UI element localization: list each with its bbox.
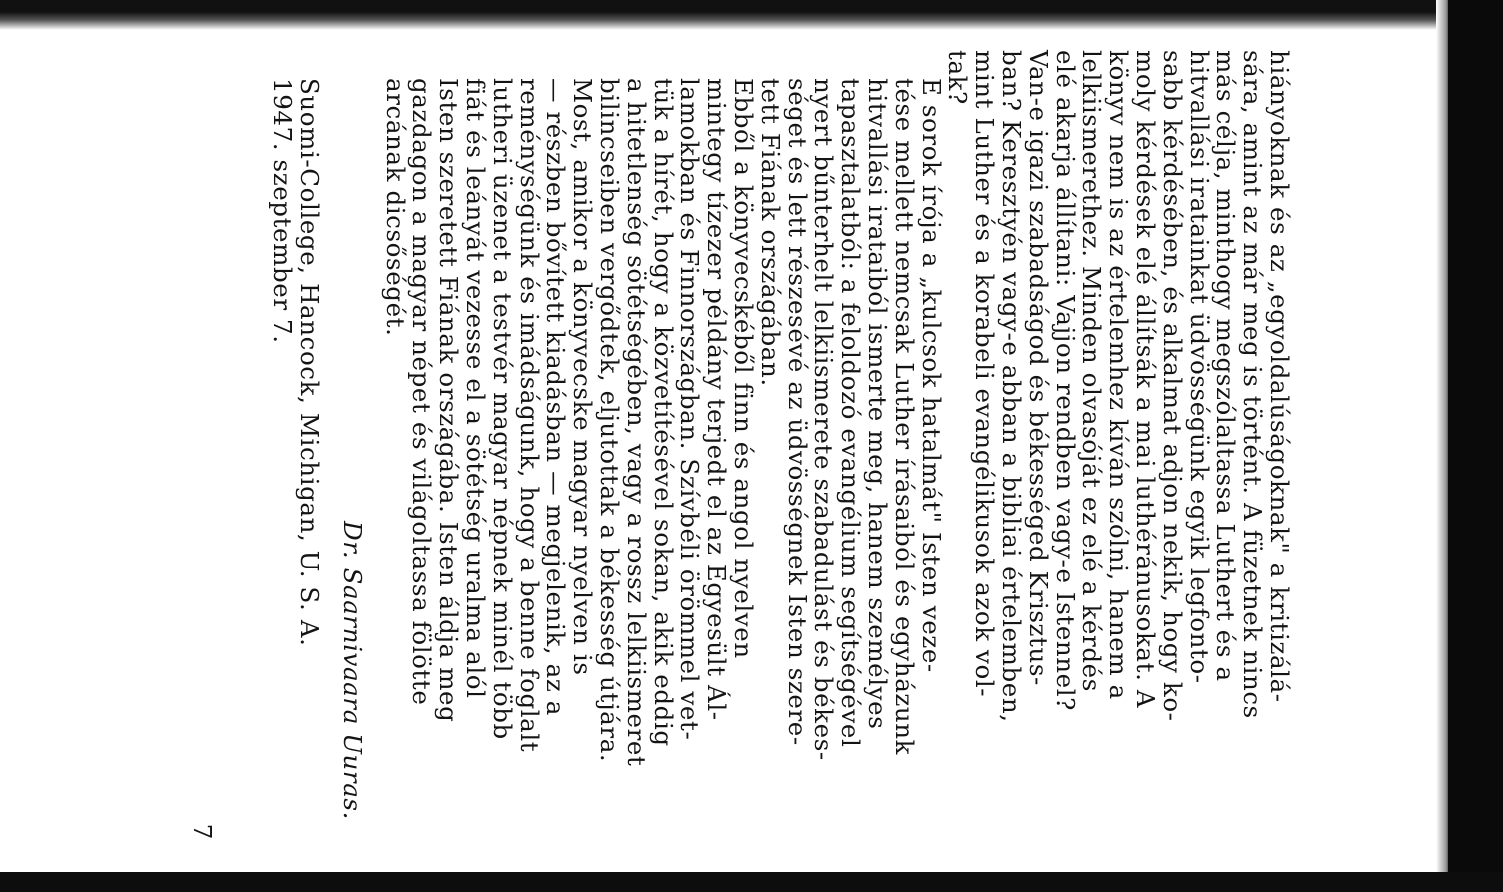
signature: Dr. Saarnivaara Uuras. xyxy=(337,520,367,820)
paragraph-1 xyxy=(944,50,1292,840)
text-line: hiányoknak és az „egyoldalúságoknak" a kritizálá- xyxy=(1265,50,1294,703)
right-scan-edge xyxy=(1448,0,1503,892)
text-line: tése mellett nemcsak Luther írásaiból és egyházunk xyxy=(889,78,919,756)
text-line: lamokban és Finnországban. Szívbéli örömmel vet- xyxy=(675,78,705,741)
bottom-scan-edge xyxy=(0,872,1503,892)
text-line: gazdagon a magyar népet és világoltassa fölötte xyxy=(407,78,437,706)
text-line: 1947. szeptember 7. xyxy=(268,78,298,344)
text-line: könyv nem is az értelemhez kíván szólni, hanem a xyxy=(1104,50,1134,700)
text-line: mint Luther és a korabeli evangélikusok azok vol- xyxy=(970,50,1000,698)
text-line: — részben bővített kiadásban — megjelenik, az a xyxy=(541,78,571,716)
paragraph-2 xyxy=(756,50,944,840)
text-line: elé akarja állítani: Vajjon rendben vagy-e Istennel? xyxy=(1050,50,1080,711)
text-line: nyert bűnterhelt lelkiismerete szabadulást és békes- xyxy=(809,78,839,761)
text-line: sabb kérdésében, és alkalmat adjon nekik, hogy ko- xyxy=(1157,50,1187,722)
text-line: a hitetlenség sötétségében, vagy a rossz lelkiismeret xyxy=(621,78,651,767)
text-line: reménységünk és imádságunk, hogy a benne foglalt xyxy=(514,78,544,753)
paragraph-4 xyxy=(380,50,598,840)
text-line: bilincseiben vergődtek, eljutottak a békesség útjára. xyxy=(595,78,625,763)
rotated-page-text xyxy=(187,50,1294,840)
text-line: tak? xyxy=(943,50,973,105)
text-line: Suomi-College, Hancock, Michigan, U. S. A. xyxy=(295,78,325,647)
text-line: lutheri üzenet a testvér magyar népnek minél több xyxy=(487,78,517,740)
text-line: sára, amint az már meg is történt. A füzetnek nincs xyxy=(1238,50,1268,719)
top-scan-edge xyxy=(0,0,1503,30)
page-number: 7 xyxy=(187,823,217,840)
text-line: ban? Keresztyén vagy-e abban a bibliai értelemben, xyxy=(997,50,1027,723)
text-line: hitvallási iratainkat üdvösségünk egyik legfonto- xyxy=(1184,50,1214,684)
paragraph-3 xyxy=(595,50,759,840)
dateline xyxy=(269,50,323,840)
text-line: lelkiismerethez. Minden olvasóját ez elé a kérdés xyxy=(1077,50,1107,692)
text-line: Ebből a könyvecskéből finn és angol nyelven xyxy=(729,78,759,659)
text-line: Isten szeretett Fiának országába. Isten áldja meg xyxy=(434,78,464,723)
text-line: moly kérdések elé állítsák a mai luthéránusokat. A xyxy=(1131,50,1161,709)
text-line: tett Fiának országában. xyxy=(755,78,785,387)
text-line: E sorok írója a „kulcsok hatalmát" Isten veze- xyxy=(916,78,946,673)
text-line: arcának dicsőségét. xyxy=(380,78,410,337)
text-line: Most, amikor a könyvecske magyar nyelven is xyxy=(568,78,598,676)
text-line: tapasztalatból: a feloldozó evangélium segítségével xyxy=(836,78,866,748)
text-line: mintegy tízezer példány terjedt el az Egyesült Ál- xyxy=(702,78,732,721)
text-line: más célja, minthogy megszólaltassa Luthert és a xyxy=(1211,50,1241,682)
text-line: tük a hírét, hogy a közvetítésével sokan, akik eddig xyxy=(648,78,678,747)
text-line: Van-e igazi szabadságod és békességed Krisztus- xyxy=(1023,50,1053,686)
text-line: fiát és leányát vezesse el a sötétség uralma alól xyxy=(461,78,491,699)
text-line: hitvallási irataiból ismerte meg, hanem személyes xyxy=(863,78,893,730)
text-line: séget és lett részesévé az üdvösségnek Isten szere- xyxy=(782,78,812,746)
